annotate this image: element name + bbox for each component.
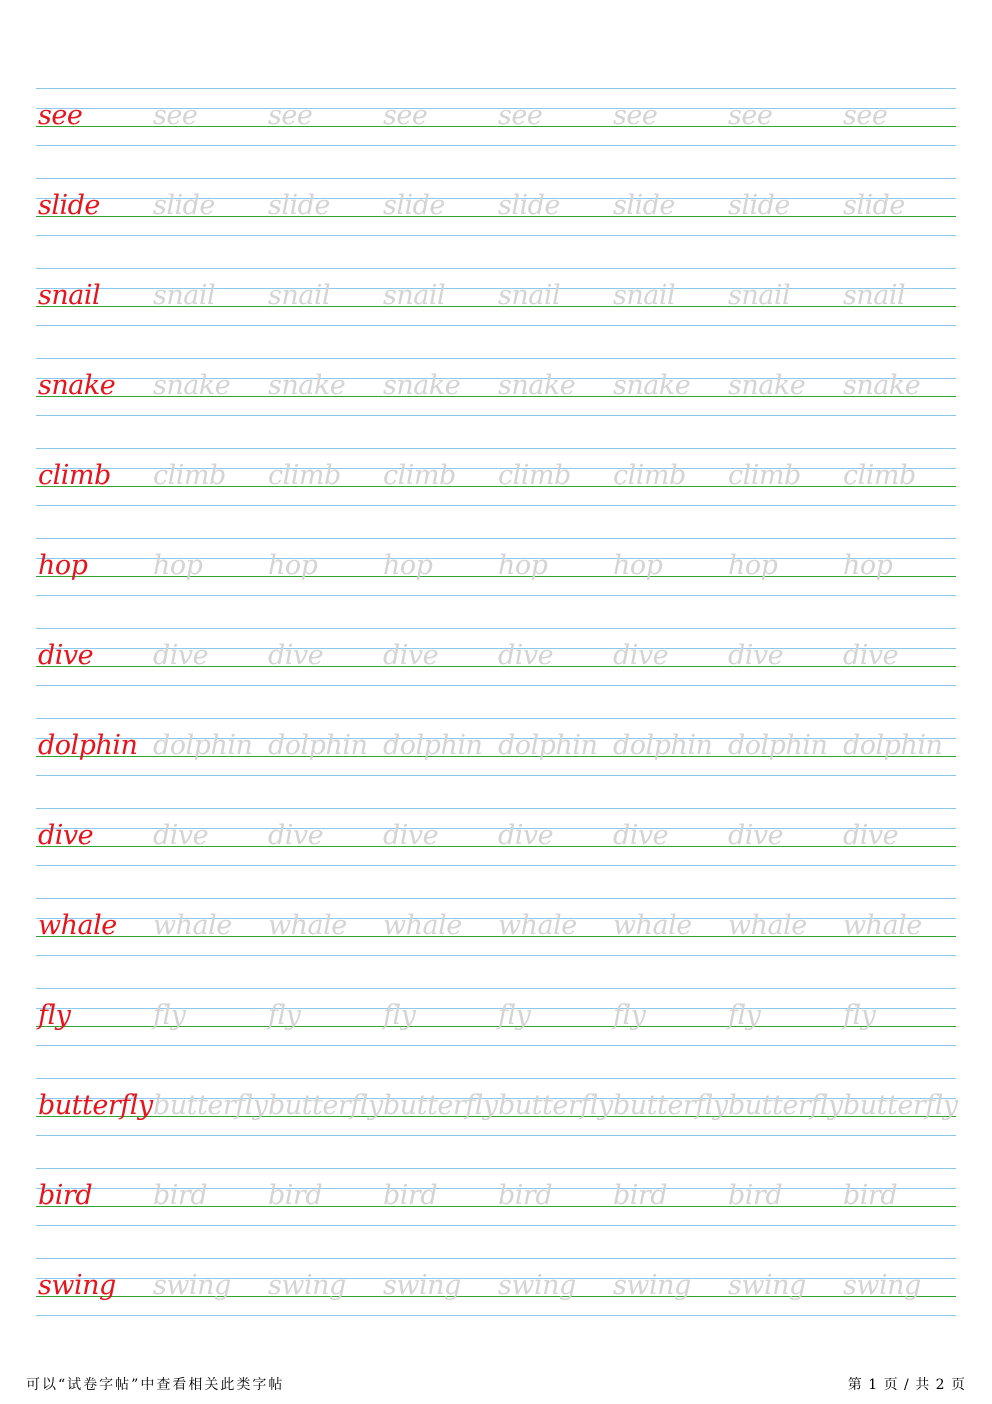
trace-cell — [266, 178, 381, 268]
trace-word: whale — [153, 910, 232, 941]
trace-cell — [151, 898, 266, 988]
trace-cell — [726, 628, 841, 718]
model-cell — [36, 1078, 151, 1168]
trace-cell — [496, 538, 611, 628]
trace-cell — [726, 988, 841, 1078]
trace-cell — [266, 628, 381, 718]
trace-cell — [841, 628, 956, 718]
trace-word: butterfly — [498, 1090, 613, 1121]
trace-word: dive — [268, 640, 324, 671]
trace-word: bird — [498, 1180, 553, 1211]
trace-cell — [496, 988, 611, 1078]
trace-word: swing — [153, 1270, 231, 1301]
trace-word: fly — [843, 1000, 876, 1031]
trace-cell — [266, 1078, 381, 1168]
trace-word: hop — [268, 550, 318, 581]
trace-word: climb — [843, 460, 916, 491]
trace-word: swing — [498, 1270, 576, 1301]
trace-word: slide — [498, 190, 560, 221]
model-word: dolphin — [38, 730, 138, 761]
trace-cell — [496, 898, 611, 988]
trace-cell — [151, 1168, 266, 1258]
trace-word: snake — [268, 370, 346, 401]
model-word: whale — [38, 910, 117, 941]
trace-cell — [381, 1258, 496, 1348]
trace-word: slide — [153, 190, 215, 221]
trace-word: dive — [843, 640, 899, 671]
trace-word: dolphin — [613, 730, 713, 761]
trace-cell — [151, 718, 266, 808]
trace-word: swing — [843, 1270, 921, 1301]
trace-cell — [381, 718, 496, 808]
trace-word: dive — [728, 640, 784, 671]
trace-word: dolphin — [728, 730, 828, 761]
trace-word: climb — [613, 460, 686, 491]
model-word: snail — [38, 280, 101, 311]
trace-cell — [266, 898, 381, 988]
trace-word: climb — [728, 460, 801, 491]
trace-cell — [496, 448, 611, 538]
trace-word: dive — [613, 640, 669, 671]
trace-cell — [611, 808, 726, 898]
trace-cell — [841, 538, 956, 628]
trace-word: climb — [153, 460, 226, 491]
trace-word: fly — [728, 1000, 761, 1031]
model-word: dive — [38, 820, 94, 851]
trace-word: dive — [498, 820, 554, 851]
trace-word: snake — [843, 370, 921, 401]
trace-cell — [841, 1078, 956, 1168]
trace-word: slide — [268, 190, 330, 221]
trace-cell — [841, 358, 956, 448]
trace-cell — [611, 88, 726, 178]
trace-cell — [726, 718, 841, 808]
trace-cell — [841, 268, 956, 358]
trace-cell — [841, 448, 956, 538]
trace-cell — [496, 268, 611, 358]
trace-cell — [266, 358, 381, 448]
trace-word: slide — [728, 190, 790, 221]
writing-row — [36, 988, 956, 1078]
trace-cell — [726, 88, 841, 178]
trace-cell — [841, 1168, 956, 1258]
trace-word: butterfly — [843, 1090, 958, 1121]
trace-cell — [726, 268, 841, 358]
trace-word: snail — [498, 280, 561, 311]
trace-cell — [381, 628, 496, 718]
trace-cell — [611, 268, 726, 358]
trace-cell — [841, 988, 956, 1078]
trace-word: see — [268, 100, 313, 131]
writing-row — [36, 898, 956, 988]
trace-cell — [841, 808, 956, 898]
trace-cell — [611, 988, 726, 1078]
trace-cell — [726, 358, 841, 448]
trace-cell — [381, 538, 496, 628]
trace-word: swing — [268, 1270, 346, 1301]
writing-row — [36, 268, 956, 358]
model-cell — [36, 538, 151, 628]
trace-cell — [611, 1078, 726, 1168]
trace-cell — [381, 1078, 496, 1168]
trace-cell — [151, 808, 266, 898]
trace-cell — [841, 898, 956, 988]
trace-cell — [266, 1168, 381, 1258]
page-number: 第 1 页 / 共 2 页 — [847, 1377, 966, 1393]
trace-word: hop — [728, 550, 778, 581]
trace-word: whale — [498, 910, 577, 941]
trace-word: slide — [383, 190, 445, 221]
trace-word: bird — [843, 1180, 898, 1211]
trace-cell — [611, 718, 726, 808]
trace-cell — [151, 448, 266, 538]
trace-cell — [611, 178, 726, 268]
trace-cell — [496, 718, 611, 808]
trace-word: bird — [268, 1180, 323, 1211]
trace-cell — [381, 268, 496, 358]
trace-cell — [496, 808, 611, 898]
trace-word: dolphin — [843, 730, 943, 761]
trace-word: dive — [153, 820, 209, 851]
trace-word: see — [613, 100, 658, 131]
model-cell — [36, 898, 151, 988]
trace-word: dive — [268, 820, 324, 851]
trace-word: fly — [613, 1000, 646, 1031]
trace-cell — [726, 1258, 841, 1348]
trace-word: snail — [268, 280, 331, 311]
model-cell — [36, 88, 151, 178]
trace-cell — [381, 898, 496, 988]
trace-word: whale — [613, 910, 692, 941]
trace-word: bird — [728, 1180, 783, 1211]
trace-word: fly — [498, 1000, 531, 1031]
trace-word: see — [383, 100, 428, 131]
writing-row — [36, 1258, 956, 1348]
trace-word: slide — [613, 190, 675, 221]
trace-word: dive — [383, 640, 439, 671]
trace-word: see — [843, 100, 888, 131]
trace-cell — [611, 448, 726, 538]
trace-cell — [496, 1078, 611, 1168]
trace-word: slide — [843, 190, 905, 221]
trace-cell — [726, 448, 841, 538]
trace-word: hop — [383, 550, 433, 581]
trace-cell — [151, 1078, 266, 1168]
trace-word: snake — [498, 370, 576, 401]
trace-word: see — [153, 100, 198, 131]
model-cell — [36, 358, 151, 448]
trace-cell — [151, 1258, 266, 1348]
trace-word: swing — [383, 1270, 461, 1301]
model-word: butterfly — [38, 1090, 153, 1121]
trace-word: dive — [613, 820, 669, 851]
trace-cell — [151, 178, 266, 268]
trace-word: snail — [153, 280, 216, 311]
trace-cell — [381, 178, 496, 268]
trace-word: hop — [613, 550, 663, 581]
writing-row — [36, 448, 956, 538]
writing-row — [36, 1168, 956, 1258]
trace-cell — [266, 718, 381, 808]
trace-cell — [266, 988, 381, 1078]
model-cell — [36, 178, 151, 268]
trace-word: snake — [383, 370, 461, 401]
trace-word: bird — [153, 1180, 208, 1211]
trace-cell — [611, 1168, 726, 1258]
trace-word: bird — [613, 1180, 668, 1211]
trace-cell — [841, 88, 956, 178]
trace-cell — [381, 358, 496, 448]
footer-note: 可以“试卷字帖”中查看相关此类字帖 — [26, 1377, 285, 1393]
trace-cell — [611, 628, 726, 718]
trace-cell — [841, 178, 956, 268]
trace-word: dive — [383, 820, 439, 851]
model-cell — [36, 718, 151, 808]
model-cell — [36, 988, 151, 1078]
trace-word: fly — [383, 1000, 416, 1031]
writing-row — [36, 1078, 956, 1168]
trace-word: swing — [728, 1270, 806, 1301]
trace-word: fly — [268, 1000, 301, 1031]
model-cell — [36, 1258, 151, 1348]
trace-cell — [151, 988, 266, 1078]
trace-cell — [611, 358, 726, 448]
trace-cell — [266, 538, 381, 628]
trace-word: climb — [383, 460, 456, 491]
trace-word: butterfly — [613, 1090, 728, 1121]
model-word: bird — [38, 1180, 93, 1211]
trace-cell — [381, 808, 496, 898]
trace-cell — [151, 268, 266, 358]
trace-cell — [496, 178, 611, 268]
writing-row — [36, 538, 956, 628]
trace-cell — [841, 1258, 956, 1348]
trace-cell — [496, 1258, 611, 1348]
trace-word: fly — [153, 1000, 186, 1031]
trace-word: dolphin — [498, 730, 598, 761]
trace-cell — [726, 178, 841, 268]
trace-word: snake — [728, 370, 806, 401]
trace-word: butterfly — [383, 1090, 498, 1121]
trace-cell — [381, 448, 496, 538]
model-word: fly — [38, 1000, 71, 1031]
trace-cell — [611, 1258, 726, 1348]
model-word: climb — [38, 460, 111, 491]
trace-word: dive — [728, 820, 784, 851]
trace-cell — [611, 898, 726, 988]
writing-row — [36, 88, 956, 178]
trace-word: snail — [843, 280, 906, 311]
trace-word: whale — [843, 910, 922, 941]
trace-cell — [266, 448, 381, 538]
trace-cell — [151, 88, 266, 178]
trace-cell — [381, 88, 496, 178]
trace-cell — [726, 808, 841, 898]
trace-word: whale — [383, 910, 462, 941]
trace-word: climb — [268, 460, 341, 491]
trace-word: dolphin — [383, 730, 483, 761]
trace-word: hop — [843, 550, 893, 581]
trace-cell — [496, 628, 611, 718]
writing-row — [36, 718, 956, 808]
trace-word: snail — [728, 280, 791, 311]
trace-cell — [266, 1258, 381, 1348]
trace-cell — [266, 88, 381, 178]
trace-word: butterfly — [728, 1090, 843, 1121]
trace-cell — [266, 268, 381, 358]
trace-word: dive — [498, 640, 554, 671]
trace-word: snail — [613, 280, 676, 311]
model-cell — [36, 808, 151, 898]
trace-word: dive — [153, 640, 209, 671]
trace-cell — [381, 1168, 496, 1258]
trace-cell — [151, 538, 266, 628]
trace-cell — [496, 1168, 611, 1258]
model-cell — [36, 448, 151, 538]
trace-word: bird — [383, 1180, 438, 1211]
trace-cell — [151, 358, 266, 448]
trace-cell — [726, 538, 841, 628]
model-word: dive — [38, 640, 94, 671]
trace-word: dive — [843, 820, 899, 851]
model-word: snake — [38, 370, 116, 401]
writing-row — [36, 808, 956, 898]
trace-cell — [266, 808, 381, 898]
trace-word: see — [498, 100, 543, 131]
trace-cell — [151, 628, 266, 718]
trace-word: dolphin — [153, 730, 253, 761]
trace-word: whale — [728, 910, 807, 941]
trace-cell — [841, 718, 956, 808]
model-word: hop — [38, 550, 88, 581]
trace-word: snake — [613, 370, 691, 401]
trace-cell — [726, 1168, 841, 1258]
model-cell — [36, 268, 151, 358]
trace-word: climb — [498, 460, 571, 491]
trace-cell — [611, 538, 726, 628]
trace-word: see — [728, 100, 773, 131]
model-word: slide — [38, 190, 100, 221]
model-word: see — [38, 100, 83, 131]
model-cell — [36, 628, 151, 718]
trace-word: butterfly — [268, 1090, 383, 1121]
model-word: swing — [38, 1270, 116, 1301]
trace-word: hop — [498, 550, 548, 581]
trace-cell — [726, 1078, 841, 1168]
trace-word: swing — [613, 1270, 691, 1301]
writing-row — [36, 178, 956, 268]
model-cell — [36, 1168, 151, 1258]
trace-cell — [496, 88, 611, 178]
trace-word: butterfly — [153, 1090, 268, 1121]
trace-word: snail — [383, 280, 446, 311]
trace-word: hop — [153, 550, 203, 581]
trace-cell — [381, 988, 496, 1078]
trace-cell — [496, 358, 611, 448]
writing-row — [36, 358, 956, 448]
trace-word: snake — [153, 370, 231, 401]
trace-word: whale — [268, 910, 347, 941]
trace-cell — [726, 898, 841, 988]
trace-word: dolphin — [268, 730, 368, 761]
writing-row — [36, 628, 956, 718]
